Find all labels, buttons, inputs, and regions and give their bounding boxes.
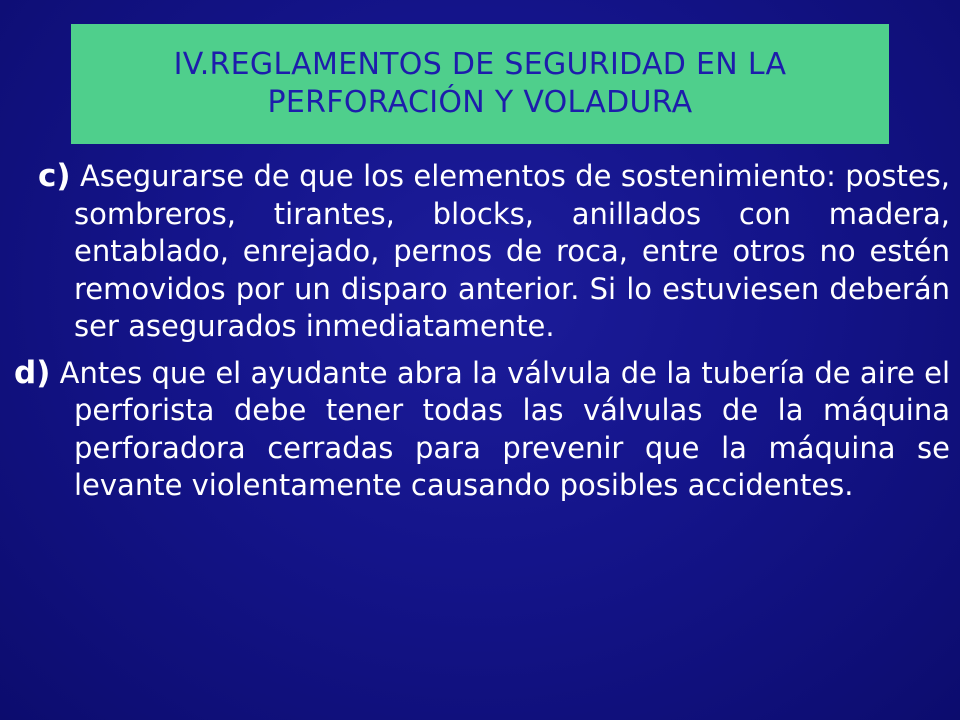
- list-marker-c: c): [38, 158, 71, 194]
- list-item-d-text: Antes que el ayudante abra la válvula de la tubería de aire el perforista debe tener todas las válvulas de la máquina perforadora cerradas para prevenir que la máquina se levante violentamente causando posibles accidentes.: [59, 355, 950, 502]
- slide-title-line-1: IV.REGLAMENTOS DE SEGURIDAD EN LA: [173, 47, 787, 82]
- list-item-c-text: Asegurarse de que los elementos de sostenimiento: postes, sombreros, tirantes, blocks, anillados con madera, entablado, enrejado, pernos de roca, entre otros no estén removidos por un disparo anterior. Si lo estuviesen deberán ser asegurados inmediatamente.: [74, 159, 951, 343]
- slide-body: [14, 158, 950, 505]
- slide-title-box: [71, 24, 889, 144]
- list-item-d: [14, 355, 950, 505]
- list-item-c: [14, 158, 950, 346]
- slide-title-line-2: PERFORACIÓN Y VOLADURA: [267, 85, 693, 120]
- list-marker-d: d): [14, 354, 51, 391]
